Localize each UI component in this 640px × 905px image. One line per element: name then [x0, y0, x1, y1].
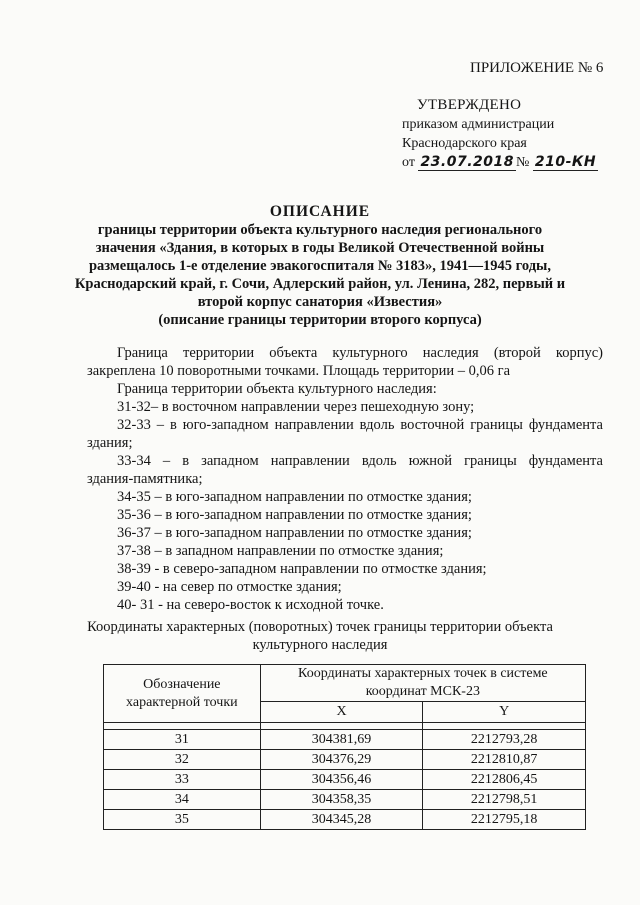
boundary-description [87, 344, 603, 614]
segment-line: здания-памятника; [87, 471, 203, 487]
y-cell: 2212806,45 [423, 770, 586, 790]
y-cell: 2212795,18 [423, 810, 586, 830]
coordinates-table [103, 664, 586, 830]
header-y: Y [423, 702, 586, 723]
segment-line: 40- 31 - на северо-восток к исходной точке. [117, 597, 384, 613]
segment-line: 39-40 - на север по отмостке здания; [117, 579, 342, 595]
table-row [104, 790, 586, 810]
approval-order-line1: приказом администрации [402, 117, 555, 132]
segment-line: 31-32– в восточном направлении через пешеходную зону; [117, 399, 475, 415]
order-from-label: от [402, 155, 415, 170]
header-coordinates-group: Координаты характерных точек в системе координат МСК-23 [260, 665, 585, 702]
segment-line: 38-39 - в северо-западном направлении по отмостке здания; [117, 561, 487, 577]
x-cell: 304376,29 [260, 750, 423, 770]
order-date-handwritten: 23.07.2018 [420, 154, 515, 170]
table-row [104, 730, 586, 750]
title-line: границы территории объекта культурного наследия регионального [97, 222, 543, 238]
y-cell: 2212793,28 [423, 730, 586, 750]
intro-line: Граница территории объекта культурного наследия: [117, 381, 437, 397]
document-heading: ОПИСАНИЕ [269, 203, 371, 220]
point-cell: 32 [104, 750, 261, 770]
order-number-sign: № [516, 155, 530, 170]
table-caption-line2: культурного наследия [252, 637, 388, 653]
x-cell: 304356,46 [260, 770, 423, 790]
point-cell: 34 [104, 790, 261, 810]
x-cell: 304345,28 [260, 810, 423, 830]
segment-line: 32-33 – в юго-западном направлении вдоль восточной границы фундамента [117, 417, 603, 433]
intro-line: Граница территории объекта культурного наследия (второй корпус) [117, 345, 603, 361]
point-cell: 33 [104, 770, 261, 790]
approval-order-date-line [402, 155, 598, 171]
point-cell: 31 [104, 730, 261, 750]
x-cell: 304358,35 [260, 790, 423, 810]
title-subtitle: (описание границы территории второго корпуса) [158, 312, 482, 328]
intro-line: закреплена 10 поворотными точками. Площадь территории – 0,06 га [87, 363, 510, 379]
segment-line: 33-34 – в западном направлении вдоль южной границы фундамента [117, 453, 603, 469]
header-x: X [260, 702, 423, 723]
y-cell: 2212798,51 [423, 790, 586, 810]
y-cell: 2212810,87 [423, 750, 586, 770]
title-line: Краснодарский край, г. Сочи, Адлерский район, ул. Ленина, 282, первый и [74, 276, 566, 292]
title-line: второй корпус санатория «Известия» [197, 294, 443, 310]
title-line: значения «Здания, в которых в годы Великой Отечественной войны [95, 240, 545, 256]
approval-order-line2: Краснодарского края [402, 136, 527, 151]
appendix-label: ПРИЛОЖЕНИЕ № 6 [470, 60, 604, 76]
segment-line: здания; [87, 435, 133, 451]
table-row [104, 810, 586, 830]
x-cell: 304381,69 [260, 730, 423, 750]
point-cell: 35 [104, 810, 261, 830]
table-row [104, 750, 586, 770]
table-caption-line1: Координаты характерных (поворотных) точек границы территории объекта [87, 619, 553, 635]
header-point-designation: Обозначение характерной точки [104, 665, 261, 723]
segment-line: 37-38 – в западном направлении по отмостке здания; [117, 543, 444, 559]
title-line: размещалось 1-е отделение эвакогоспиталя № 3183», 1941—1945 годы, [88, 258, 552, 274]
segment-line: 36-37 – в юго-западном направлении по отмостке здания; [117, 525, 472, 541]
segment-line: 35-36 – в юго-западном направлении по отмостке здания; [117, 507, 472, 523]
segment-line: 34-35 – в юго-западном направлении по отмостке здания; [117, 489, 472, 505]
table-row [104, 770, 586, 790]
approval-stamp-title: УТВЕРЖДЕНО [417, 97, 522, 113]
order-number-handwritten: 210-КН [534, 154, 597, 170]
